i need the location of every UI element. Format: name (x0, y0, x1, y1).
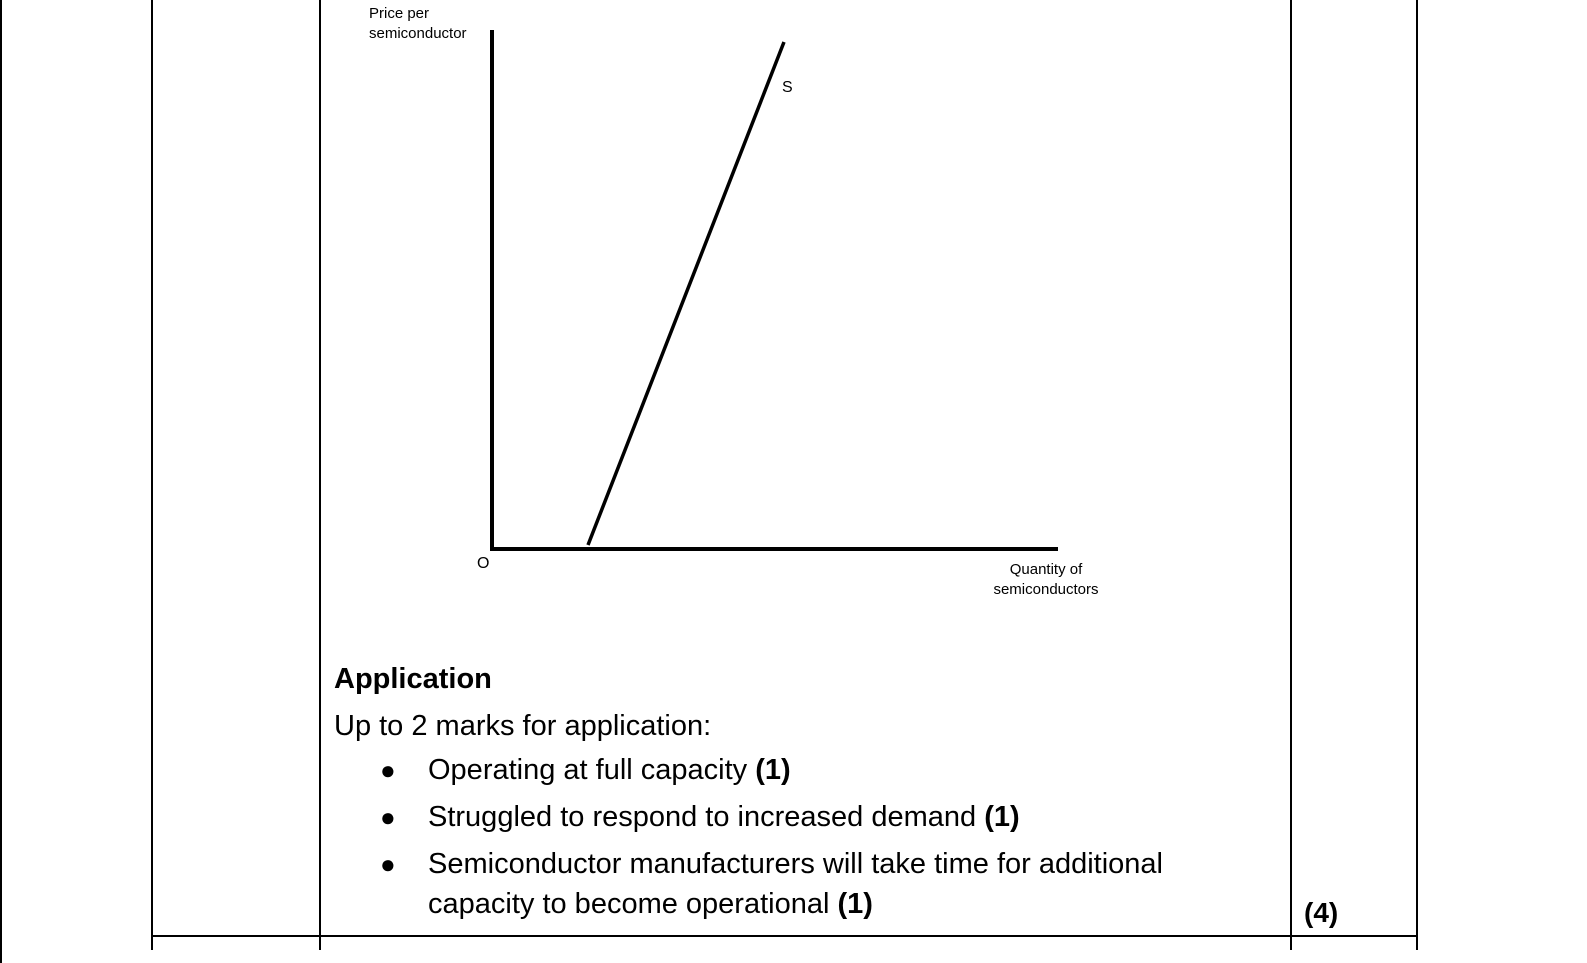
bullet-icon: ● (380, 849, 396, 879)
diagram-graphic (340, 0, 1140, 620)
x-axis-label: Quantity of semiconductors (993, 561, 1099, 598)
origin-label: O (477, 555, 490, 572)
list-item (334, 750, 1274, 790)
column-divider (151, 0, 153, 950)
column-divider (319, 0, 321, 950)
table-bottom-border (151, 935, 1418, 937)
point-mark: (1) (837, 888, 873, 920)
list-item (334, 844, 1274, 924)
bullet-icon: ● (380, 755, 396, 785)
point-mark: (1) (755, 754, 791, 786)
supply-curve (588, 42, 784, 545)
intro-text: Up to 2 marks for application: (334, 710, 712, 742)
table-border-left (0, 0, 2, 963)
bullet-icon: ● (380, 802, 396, 832)
point-mark: (1) (984, 801, 1020, 833)
application-section (334, 656, 1274, 931)
total-mark: (4) (1304, 897, 1339, 928)
point-text: Operating at full capacity (428, 754, 756, 786)
supply-diagram (340, 0, 1140, 620)
section-heading: Application (334, 663, 492, 695)
supply-curve-label: S (782, 79, 793, 96)
y-axis-label: Price per semiconductor (369, 5, 467, 42)
column-divider (1416, 0, 1418, 950)
mark-points-list (334, 750, 1274, 924)
column-divider (1290, 0, 1292, 950)
point-text: Struggled to respond to increased demand (428, 801, 985, 833)
point-text: Semiconductor manufacturers will take time for additional capacity to become operational (428, 848, 1163, 920)
list-item (334, 797, 1274, 837)
